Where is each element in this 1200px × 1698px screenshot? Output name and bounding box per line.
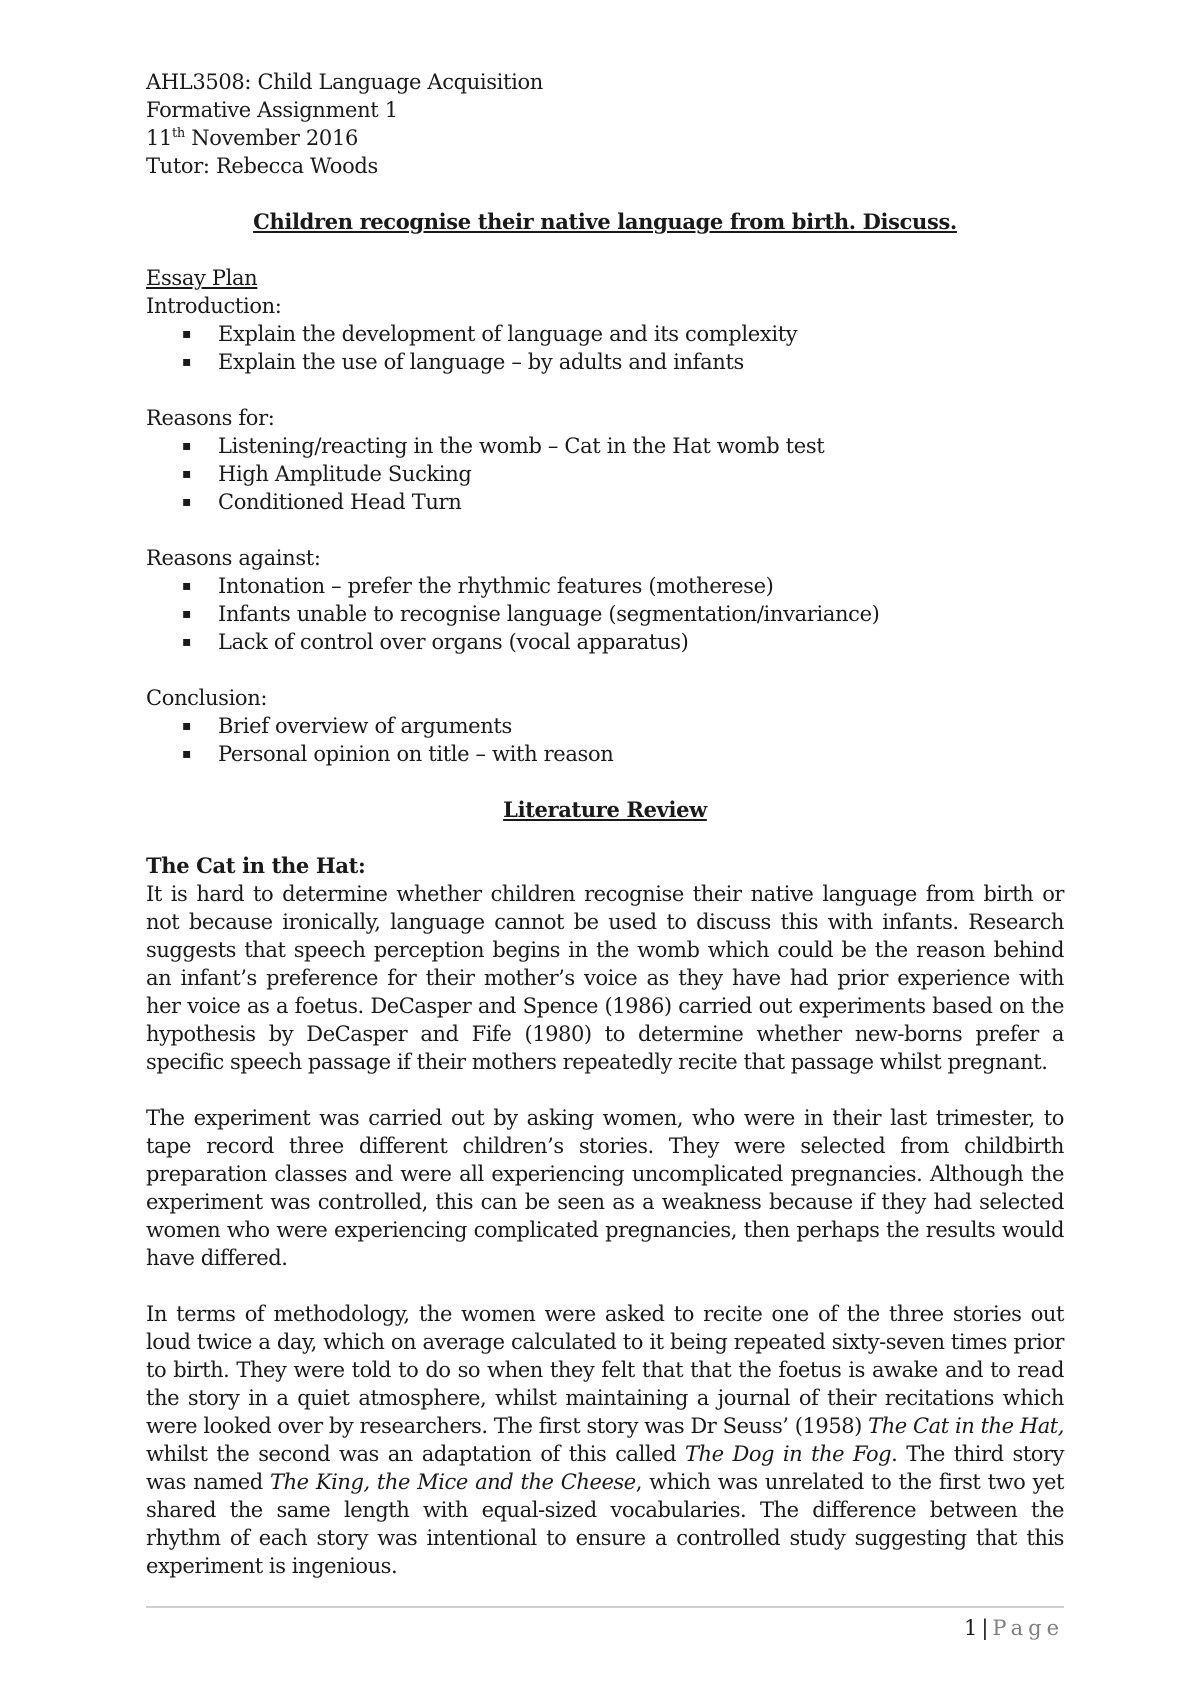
essay-plan (146, 264, 1064, 768)
plan-section-label: Introduction: (146, 294, 282, 318)
paragraph-3-text: , which was unrelated to the first two yet shared the same length with equal-sized vocabularies. The difference between the rhythm of each story was intentional to ensure a controlled study suggesting that this experiment is ingenious. (146, 1470, 1064, 1578)
bullet-icon: ▪ (182, 746, 192, 762)
plan-item-text: Lack of control over organs (vocal apparatus) (218, 630, 689, 654)
plan-section-introduction (146, 292, 1064, 376)
assignment-date (146, 124, 1064, 152)
plan-item (146, 600, 1064, 628)
tutor-name: Tutor: Rebecca Woods (146, 154, 378, 178)
plan-list (146, 432, 1064, 516)
bullet-icon: ▪ (182, 578, 192, 594)
paragraph-3-text: In terms of methodology, the women were asked to recite one of the three stories out loud twice a day, which on average calculated to it being repeated sixty-seven times prior to birth. They were told to do so when they felt that that the foetus is awake and to read the story in a quiet atmosphere, whilst maintaining a journal of their recitations which were looked over by researchers. The first story was Dr Seuss’ (1958) (146, 1302, 1064, 1438)
literature-subheading: The Cat in the Hat: (146, 853, 366, 878)
essay-title: Children recognise their native language from birth. Discuss. (253, 209, 957, 234)
bullet-icon: ▪ (182, 494, 192, 510)
book-title-king-mice-cheese: The King, the Mice and the Cheese (270, 1470, 636, 1494)
plan-item-text: Explain the development of language and its complexity (218, 322, 798, 346)
plan-list (146, 712, 1064, 768)
date-day: 11 (146, 126, 173, 150)
paragraph-3 (146, 1300, 1064, 1580)
plan-item-text: Brief overview of arguments (218, 714, 512, 738)
plan-item (146, 712, 1064, 740)
plan-section-label: Reasons against: (146, 546, 321, 570)
course-title: AHL3508: Child Language Acquisition (146, 70, 543, 94)
paragraph-2: The experiment was carried out by asking women, who were in their last trimester, to tape record three different children’s stories. They were selected from childbirth preparation classes and were all experiencing uncomplicated pregnancies. Although the experiment was controlled, this can be seen as a weakness because if they had selected women who were experiencing complicated pregnancies, then perhaps the results would have differed. (146, 1106, 1064, 1270)
plan-item-text: Infants unable to recognise language (segmentation/invariance) (218, 602, 880, 626)
plan-section-label: Conclusion: (146, 686, 268, 710)
bullet-icon: ▪ (182, 634, 192, 650)
literature-review (146, 796, 1064, 1580)
footer-divider (146, 1606, 1064, 1608)
bullet-icon: ▪ (182, 354, 192, 370)
book-title-cat-in-the-hat: The Cat in the Hat, (868, 1414, 1065, 1438)
plan-item (146, 740, 1064, 768)
plan-item-text: Explain the use of language – by adults and infants (218, 350, 744, 374)
plan-item-text: Intonation – prefer the rhythmic features (motherese) (218, 574, 774, 598)
page-label: Page (992, 1616, 1064, 1640)
date-rest: November 2016 (184, 126, 358, 150)
plan-section-conclusion (146, 684, 1064, 768)
page-footer (964, 1614, 1064, 1642)
date-suffix: th (172, 126, 185, 141)
plan-item (146, 572, 1064, 600)
plan-item (146, 628, 1064, 656)
page-number: 1 (963, 1616, 978, 1640)
plan-item (146, 348, 1064, 376)
bullet-icon: ▪ (182, 606, 192, 622)
bullet-icon: ▪ (182, 718, 192, 734)
document-header (146, 68, 1064, 180)
essay-plan-heading: Essay Plan (146, 266, 258, 290)
paragraph-3-text: whilst the second was an adaptation of this called (146, 1442, 685, 1466)
paragraph-1: It is hard to determine whether children recognise their native language from birth or not because ironically, language cannot be used to discuss this with infants. Research suggests that speech perception begins in the womb which could be the reason behind an infant’s preference for their mother’s voice as they have had prior experience with her voice as a foetus. DeCasper and Spence (1986) carried out experiments based on the hypothesis by DeCasper and Fife (1980) to determine whether new-borns prefer a specific speech passage if their mothers repeatedly recite that passage whilst pregnant. (146, 882, 1064, 1074)
footer-separator: | (981, 1616, 989, 1640)
document-page (146, 68, 1064, 1580)
book-title-dog-in-the-fog: The Dog in the Fog (684, 1442, 892, 1466)
plan-section-reasons-against (146, 544, 1064, 656)
plan-item-text: Listening/reacting in the womb – Cat in the Hat womb test (218, 434, 825, 458)
plan-item (146, 460, 1064, 488)
bullet-icon: ▪ (182, 466, 192, 482)
bullet-icon: ▪ (182, 326, 192, 342)
literature-review-heading: Literature Review (503, 797, 707, 822)
plan-item (146, 432, 1064, 460)
plan-section-label: Reasons for: (146, 406, 275, 430)
plan-item (146, 320, 1064, 348)
paragraph-3-text: . The third story was named (146, 1442, 1065, 1494)
bullet-icon: ▪ (182, 438, 192, 454)
plan-list (146, 320, 1064, 376)
plan-item (146, 488, 1064, 516)
plan-item-text: Conditioned Head Turn (218, 490, 462, 514)
plan-item-text: High Amplitude Sucking (218, 462, 472, 486)
plan-section-reasons-for (146, 404, 1064, 516)
assignment-label: Formative Assignment 1 (146, 98, 398, 122)
plan-item-text: Personal opinion on title – with reason (218, 742, 614, 766)
plan-list (146, 572, 1064, 656)
